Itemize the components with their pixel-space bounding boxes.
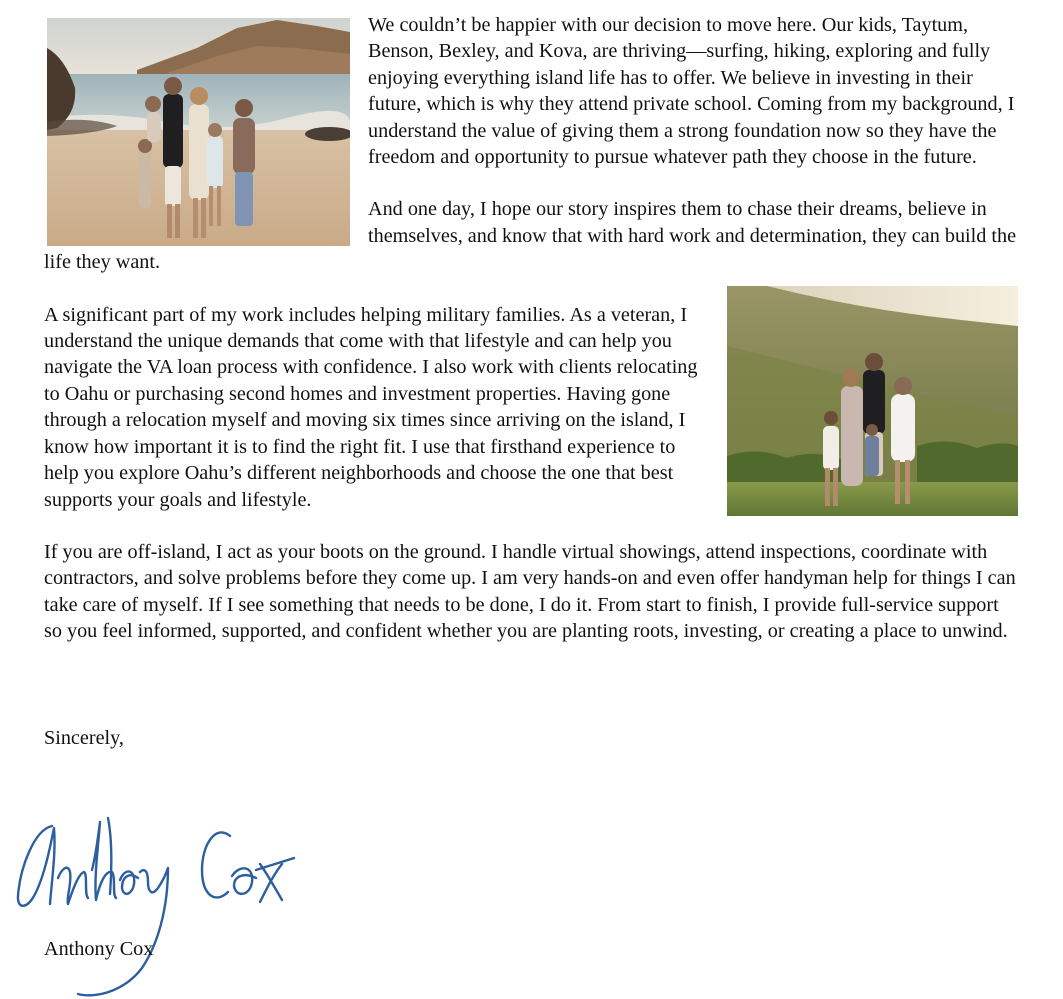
family-hillside-photo xyxy=(727,286,1018,516)
letter-body xyxy=(44,12,1020,751)
paragraph-off-island: If you are off-island, I act as your boots on the ground. I handle virtual showings, attend inspections, coordinate with contractors, and solve problems before they come up. I am very hands-on and even offer handyman help for things I can take care of myself. If I see something that needs to be done, I do it. From start to finish, I provide full-service support so you feel informed, supported, and confident whether you are planting roots, investing, or creating a place to unwind. xyxy=(44,540,1016,643)
closing-salutation: Sincerely, xyxy=(44,726,124,749)
signer-name: Anthony Cox xyxy=(44,938,154,960)
paragraph-military: A significant part of my work includes helping military families. As a veteran, I understand the unique demands that come with that lifestyle and can help you navigate the VA loan process with confidence. I also work with clients relocating to Oahu or purchasing second homes and investment properties. Having gone through a relocation myself and moving six times since arriving on the island, I know how important it is to find the right fit. I use that firsthand experience to help you explore Oahu’s different neighborhoods and choose the one that best supports your goals and lifestyle. xyxy=(44,303,698,511)
signature-image xyxy=(12,808,302,998)
paragraph-kids: We couldn’t be happier with our decision to move here. Our kids, Taytum, Benson, Bexley, and Kova, are thriving—surfing, hiking, exploring and fully enjoying everything island life has to offer. We believe in investing in their future, which is why they attend private school. Coming from my background, I understand the value of giving them a strong foundation now so they have the freedom and opportunity to pursue whatever path they choose in the future. xyxy=(368,14,1015,169)
family-beach-photo xyxy=(47,18,350,246)
paragraph-inspire: And one day, I hope our story inspires them to chase their dreams, believe in themselves, and know that with hard work and determination, they can build the life they want. xyxy=(44,198,1017,274)
